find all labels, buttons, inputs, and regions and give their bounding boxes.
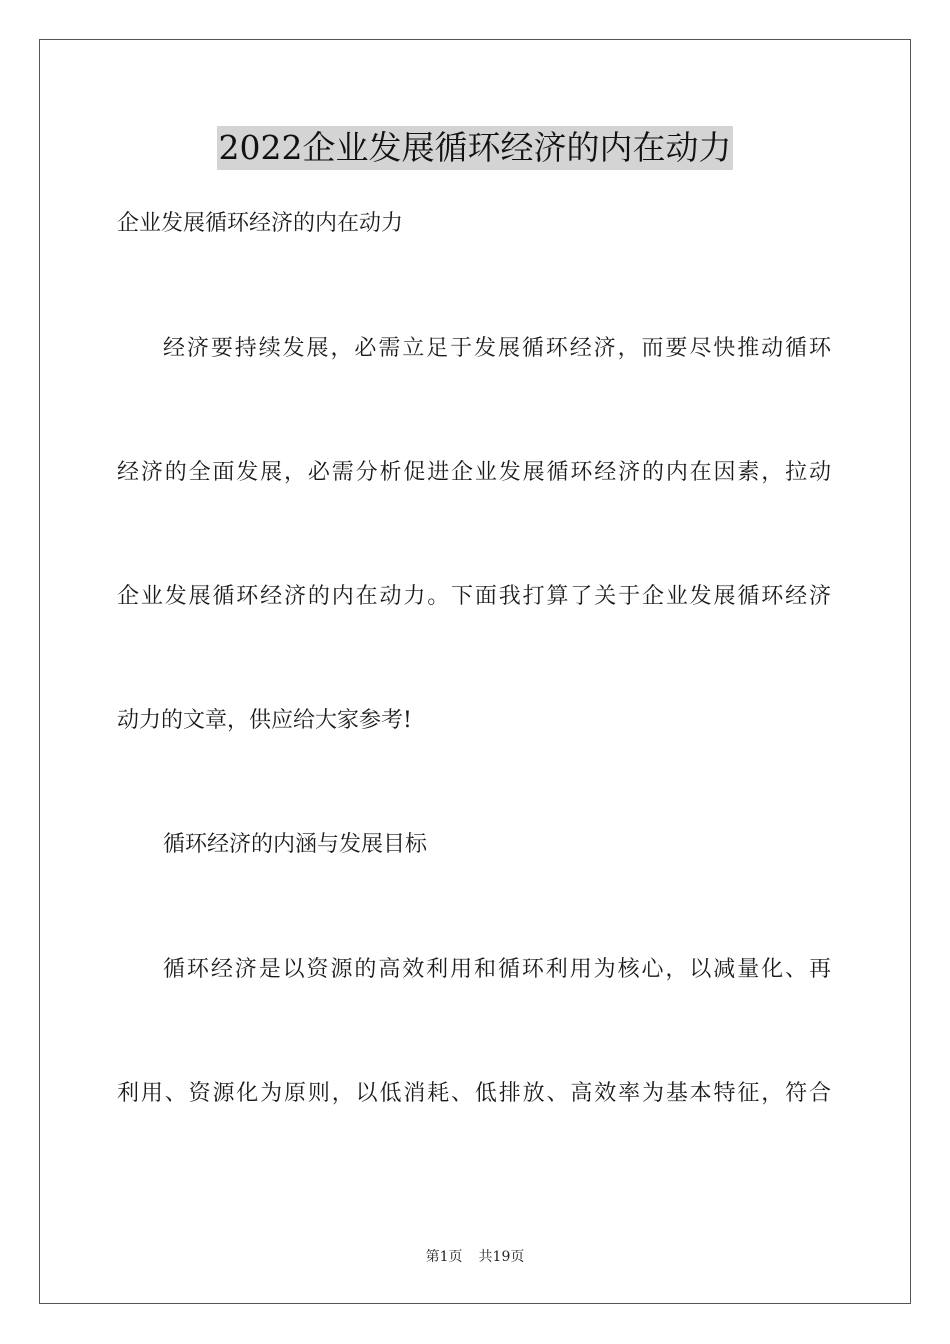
paragraph-line: 动力的文章，供应给大家参考!	[117, 708, 412, 733]
page-number: 第1页	[425, 1249, 463, 1265]
title-container	[0, 126, 950, 170]
paragraph-line: 经济的全面发展，必需分析促进企业发展循环经济的内在因素，拉动	[117, 460, 831, 485]
section-heading: 循环经济的内涵与发展目标	[163, 832, 428, 857]
paragraph-line: 经济要持续发展，必需立足于发展循环经济，而要尽快推动循环	[163, 336, 831, 361]
page-total: 共19页	[478, 1249, 525, 1265]
paragraph-line: 利用、资源化为原则，以低消耗、低排放、高效率为基本特征，符合	[117, 1081, 831, 1106]
page-footer	[0, 1247, 950, 1267]
paragraph-line: 循环经济是以资源的高效利用和循环利用为核心，以减量化、再	[163, 957, 831, 982]
paragraph-line: 企业发展循环经济的内在动力。下面我打算了关于企业发展循环经济	[117, 584, 831, 609]
subtitle-line: 企业发展循环经济的内在动力	[117, 211, 404, 236]
document-title: 2022企业发展循环经济的内在动力	[217, 126, 734, 170]
